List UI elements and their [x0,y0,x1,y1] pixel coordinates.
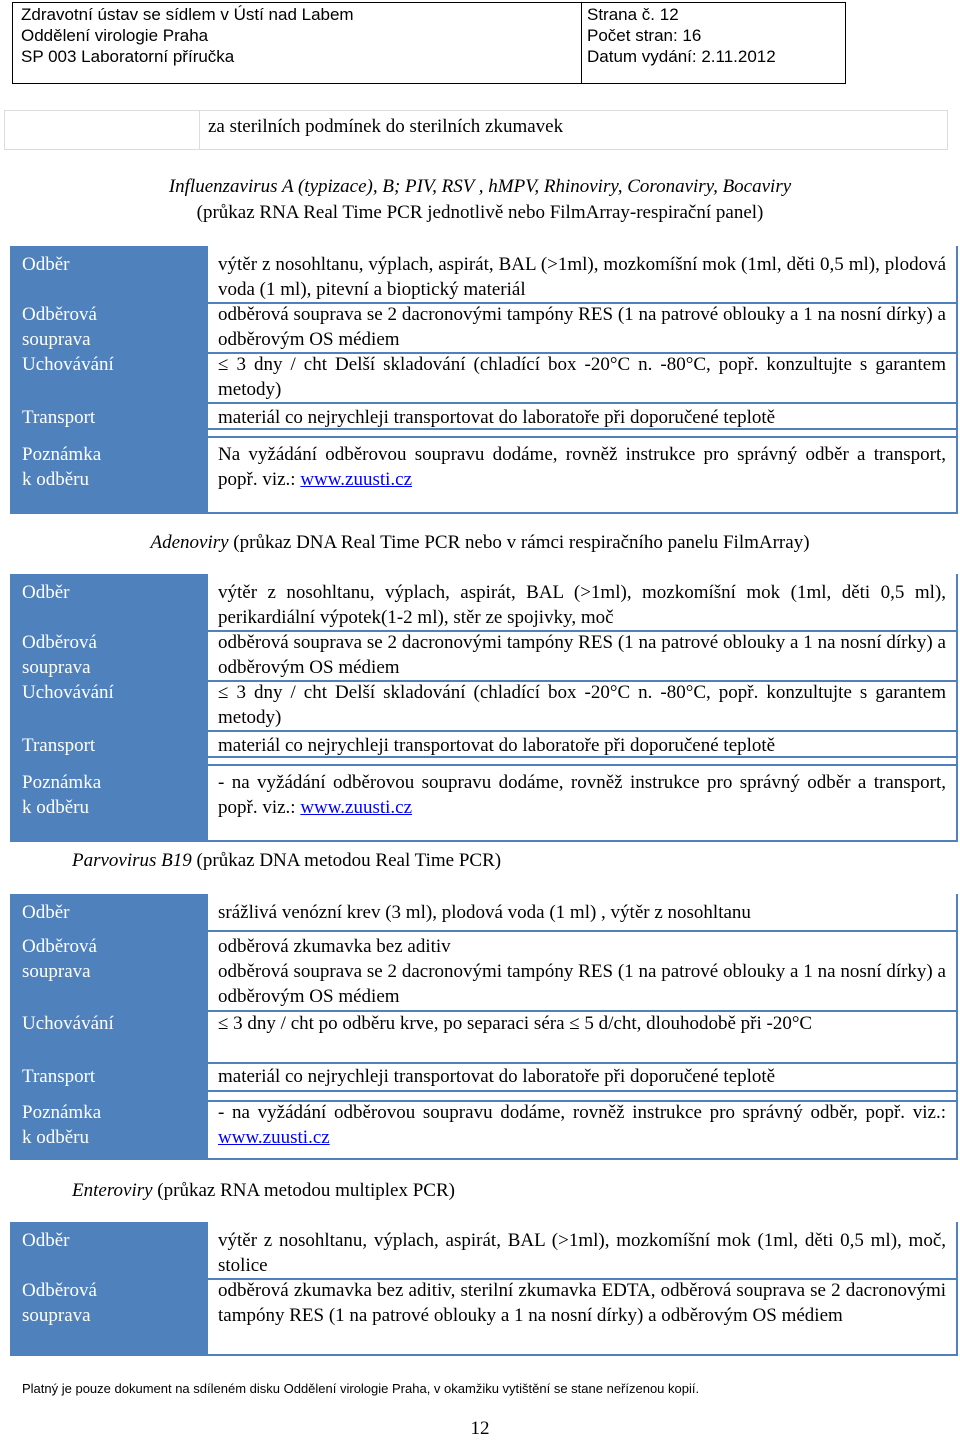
value-souprava-tube: odběrová zkumavka bez aditiv [218,936,451,957]
enteroviry-table [10,1222,958,1356]
row-divider [208,930,956,932]
label-odberova-souprava: Odběrová souprava [22,936,97,982]
row-divider [208,764,956,766]
value-uchovavani: ≤ 3 dny / cht Delší skladování (chladící box -20°C n. -80°C, popř. konzultujte s garantem metody) [218,682,946,728]
intro-boxed-text: za sterilních podmínek do sterilních zkumavek [208,116,564,137]
label-transport: Transport [22,1066,96,1087]
influenza-subtitle: (průkaz RNA Real Time PCR jednotlivě nebo FilmArray-respirační panel) [196,202,764,223]
header-divider [581,3,582,83]
value-uchovavani: ≤ 3 dny / cht po odběru krve, po separaci séra ≤ 5 d/cht, dlouhodobě při -20°C [218,1013,813,1034]
parvovirus-table [10,894,958,1160]
zuusti-link[interactable]: www.zuusti.cz [300,797,413,818]
label-odber: Odběr [22,254,70,275]
row-divider [208,436,956,438]
value-souprava: odběrová souprava se 2 dacronovými tampóny RES (1 na patrové oblouky a 1 na nosní dírky) a odběrovým OS médiem [218,961,946,1007]
value-odber: výtěr z nosohltanu, výplach, aspirát, BAL (>1ml), mozkomíšní mok (1ml, děti 0,5 ml), moč, stolice [218,1230,946,1276]
label-odber: Odběr [22,1230,70,1251]
value-souprava: odběrová souprava se 2 dacronovými tampóny RES (1 na patrové oblouky a 1 na nosní dírky) a odběrovým OS médiem [218,304,946,350]
label-poznamka: Poznámka k odběru [22,1102,102,1148]
row-divider [208,1090,956,1092]
value-poznamka: Na vyžádání odběrovou soupravu dodáme, rovněž instrukce pro správný odběr a transport, popř. viz.: www.zuusti.cz [218,444,946,490]
header-document-title: SP 003 Laboratorní příručka [21,47,235,66]
value-poznamka: - na vyžádání odběrovou soupravu dodáme, rovněž instrukce pro správný odběr, popř. viz.: www.zuusti.cz [218,1102,946,1148]
row-divider [208,730,956,732]
label-odber: Odběr [22,582,70,603]
adenoviry-table [10,574,958,842]
header-page: Strana č. 12 [587,5,679,24]
parvovirus-heading: Parvovirus B19 (průkaz DNA metodou Real Time PCR) [72,850,502,871]
header-issue-date: Datum vydání: 2.11.2012 [587,47,776,66]
label-poznamka: Poznámka k odběru [22,772,102,818]
value-transport: materiál co nejrychleji transportovat do laboratoře při doporučené teplotě [218,735,776,756]
value-odber: srážlivá venózní krev (3 ml), plodová voda (1 ml) , výtěr z nosohltanu [218,902,751,923]
value-odber: výtěr z nosohltanu, výplach, aspirát, BAL (>1ml), mozkomíšní mok (1ml, děti 0,5 ml), perikardiální výpotek(1-2 ml), stěr ze spojivky, moč [218,582,946,628]
row-divider [208,402,956,404]
zuusti-link[interactable]: www.zuusti.cz [218,1127,330,1148]
adenoviry-heading: Adenoviry (průkaz DNA Real Time PCR nebo v rámci respiračního panelu FilmArray) [150,532,810,553]
label-uchovavani: Uchovávání [22,1013,114,1034]
value-poznamka: - na vyžádání odběrovou soupravu dodáme, rovněž instrukce pro správný odběr a transport, popř. viz.: www.zuusti.cz [218,772,946,818]
label-odberova-souprava: Odběrová souprava [22,304,97,350]
label-odber: Odběr [22,902,70,923]
header-institute: Zdravotní ústav se sídlem v Ústí nad Labem [21,5,354,24]
value-transport: materiál co nejrychleji transportovat do laboratoře při doporučené teplotě [218,407,776,428]
page-number: 12 [470,1418,490,1439]
value-transport: materiál co nejrychleji transportovat do laboratoře při doporučené teplotě [218,1066,776,1087]
influenza-table [10,246,958,514]
label-poznamka: Poznámka k odběru [22,444,102,490]
zuusti-link[interactable]: www.zuusti.cz [300,469,413,490]
enteroviry-heading: Enteroviry (průkaz RNA metodou multiplex PCR) [72,1180,455,1201]
value-odber: výtěr z nosohltanu, výplach, aspirát, BAL (>1ml), mozkomíšní mok (1ml, děti 0,5 ml), plodová voda (1 ml), pitevní a bioptický materiál [218,254,946,300]
value-souprava: odběrová zkumavka bez aditiv, sterilní zkumavka EDTA, odběrová souprava se 2 dacronovými tampóny RES (1 na patrové oblouky a 1 na nosní dírky) a odběrovým OS médiem [218,1280,946,1326]
label-transport: Transport [22,735,96,756]
label-odberova-souprava: Odběrová souprava [22,632,97,678]
footer-note: Platný je pouze dokument na sdíleném disku Oddělení virologie Praha, v okamžiku vytištění se stane neřízenou kopií. [22,1381,700,1396]
header-page-count: Počet stran: 16 [587,26,702,45]
label-uchovavani: Uchovávání [22,354,114,375]
label-uchovavani: Uchovávání [22,682,114,703]
document-header [12,2,846,84]
header-department: Oddělení virologie Praha [21,26,209,45]
value-uchovavani: ≤ 3 dny / cht Delší skladování (chladící box -20°C n. -80°C, popř. konzultujte s garantem metody) [218,354,946,400]
value-souprava: odběrová souprava se 2 dacronovými tampóny RES (1 na patrové oblouky a 1 na nosní dírky) a odběrovým OS médiem [218,632,946,678]
label-transport: Transport [22,407,96,428]
label-odberova-souprava: Odběrová souprava [22,1280,97,1326]
influenza-title: Influenzavirus A (typizace), B; PIV, RSV , hMPV, Rhinoviry, Coronaviry, Bocaviry [168,176,792,197]
intro-box-divider [199,111,200,149]
